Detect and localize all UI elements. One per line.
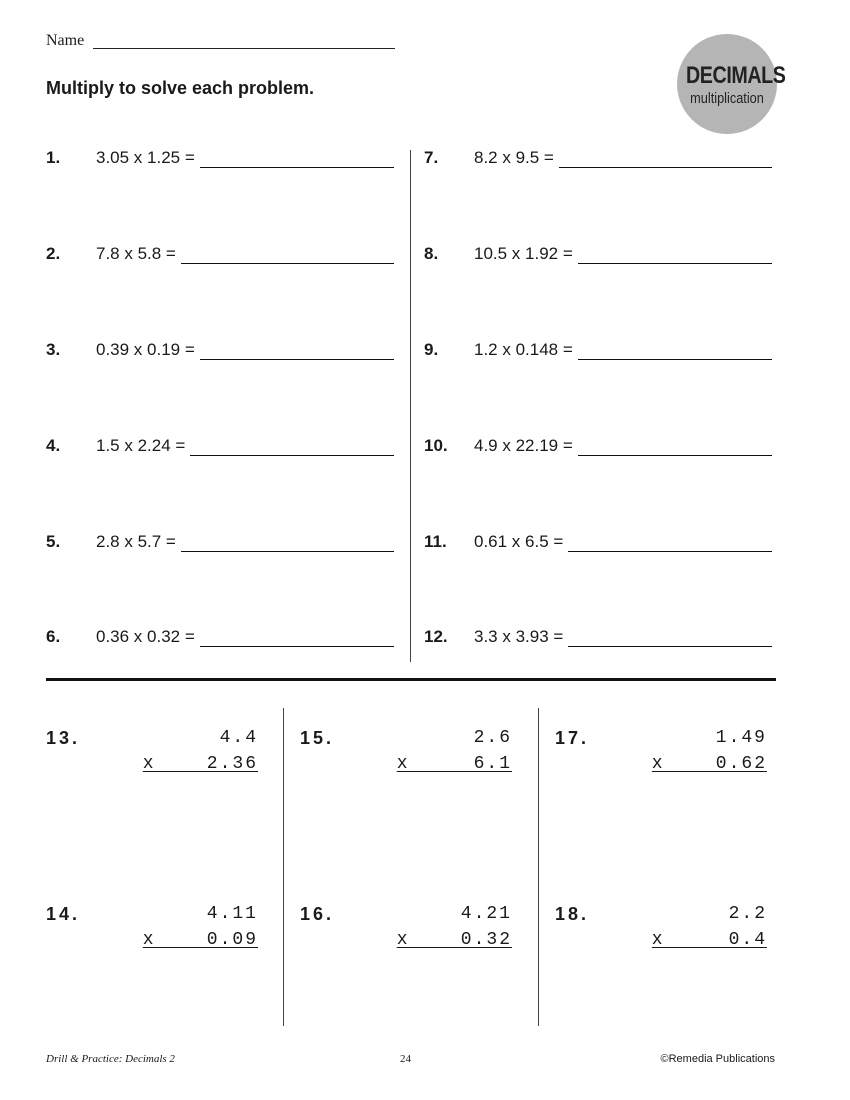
problem-number: 18. [555, 904, 590, 924]
problem-9 [424, 340, 772, 364]
bottom-factor: x 0.62 [651, 754, 767, 774]
problem-expression: 0.39 x 0.19 = [96, 340, 195, 359]
problem-number: 9. [424, 340, 439, 359]
problem-17 [555, 728, 767, 780]
answer-line[interactable] [559, 149, 772, 168]
top-factor: 4.4 [219, 728, 258, 748]
answer-line[interactable] [190, 437, 394, 456]
problem-number: 17. [555, 728, 590, 748]
footer-publisher: ©Remedia Publications [660, 1053, 775, 1065]
column-divider [283, 708, 284, 1026]
problem-expression: 3.05 x 1.25 = [96, 148, 195, 167]
problem-5 [46, 532, 394, 556]
problem-expression: 10.5 x 1.92 = [474, 244, 573, 263]
problem-6 [46, 627, 394, 651]
bottom-factor: x 2.36 [142, 754, 258, 774]
bottom-factor: x 6.1 [396, 754, 512, 774]
bottom-factor: x 0.4 [651, 930, 767, 950]
problem-4 [46, 436, 394, 460]
problem-number: 8. [424, 244, 439, 263]
answer-line[interactable] [200, 341, 394, 360]
problem-expression: 3.3 x 3.93 = [474, 627, 564, 646]
name-label: Name [46, 32, 85, 49]
problem-number: 12. [424, 627, 448, 646]
problem-number: 1. [46, 148, 61, 167]
decimals-badge [677, 34, 786, 134]
column-divider [538, 708, 539, 1026]
bottom-factor: x 0.32 [396, 930, 512, 950]
top-factor: 2.2 [728, 904, 767, 924]
problem-number: 4. [46, 436, 61, 455]
answer-line[interactable] [578, 437, 772, 456]
problem-expression: 0.61 x 6.5 = [474, 532, 564, 551]
problem-number: 3. [46, 340, 61, 359]
top-factor: 4.11 [206, 904, 258, 924]
badge-title: DECIMALS [686, 62, 786, 89]
problem-expression: 7.8 x 5.8 = [96, 244, 176, 263]
problem-number: 11. [424, 532, 447, 551]
problem-15 [300, 728, 512, 780]
problem-18 [555, 904, 767, 956]
problem-expression: 2.8 x 5.7 = [96, 532, 176, 551]
problem-expression: 8.2 x 9.5 = [474, 148, 554, 167]
answer-line[interactable] [568, 533, 772, 552]
page-number: 24 [400, 1053, 411, 1065]
answer-line[interactable] [578, 341, 772, 360]
problem-7 [424, 148, 772, 172]
problem-13 [46, 728, 258, 780]
name-field-line[interactable] [93, 48, 395, 49]
answer-line[interactable] [200, 628, 394, 647]
top-factor: 2.6 [473, 728, 512, 748]
problem-number: 6. [46, 627, 61, 646]
problem-10 [424, 436, 772, 460]
top-factor: 1.49 [715, 728, 767, 748]
problem-12 [424, 627, 772, 651]
problem-14 [46, 904, 258, 956]
answer-line[interactable] [181, 533, 394, 552]
answer-line[interactable] [578, 245, 772, 264]
answer-line[interactable] [181, 245, 394, 264]
answer-line[interactable] [568, 628, 772, 647]
problem-number: 15. [300, 728, 335, 748]
instructions: Multiply to solve each problem. [46, 78, 315, 98]
problem-11 [424, 532, 772, 556]
problem-number: 10. [424, 436, 448, 455]
problem-3 [46, 340, 394, 364]
problem-expression: 4.9 x 22.19 = [474, 436, 573, 455]
problem-number: 14. [46, 904, 81, 924]
problem-8 [424, 244, 772, 268]
answer-line[interactable] [200, 149, 394, 168]
badge-subtitle: multiplication [690, 90, 764, 107]
column-divider [410, 150, 411, 662]
problem-number: 7. [424, 148, 439, 167]
problem-16 [300, 904, 512, 956]
problem-expression: 0.36 x 0.32 = [96, 627, 195, 646]
problem-expression: 1.2 x 0.148 = [474, 340, 573, 359]
problem-number: 13. [46, 728, 81, 748]
problem-2 [46, 244, 394, 268]
footer-book-title: Drill & Practice: Decimals 2 [46, 1053, 175, 1065]
bottom-factor: x 0.09 [142, 930, 258, 950]
problem-expression: 1.5 x 2.24 = [96, 436, 186, 455]
section-divider [46, 678, 776, 681]
problem-1 [46, 148, 394, 172]
top-factor: 4.21 [460, 904, 512, 924]
problem-number: 2. [46, 244, 61, 263]
problem-number: 5. [46, 532, 61, 551]
problem-number: 16. [300, 904, 335, 924]
